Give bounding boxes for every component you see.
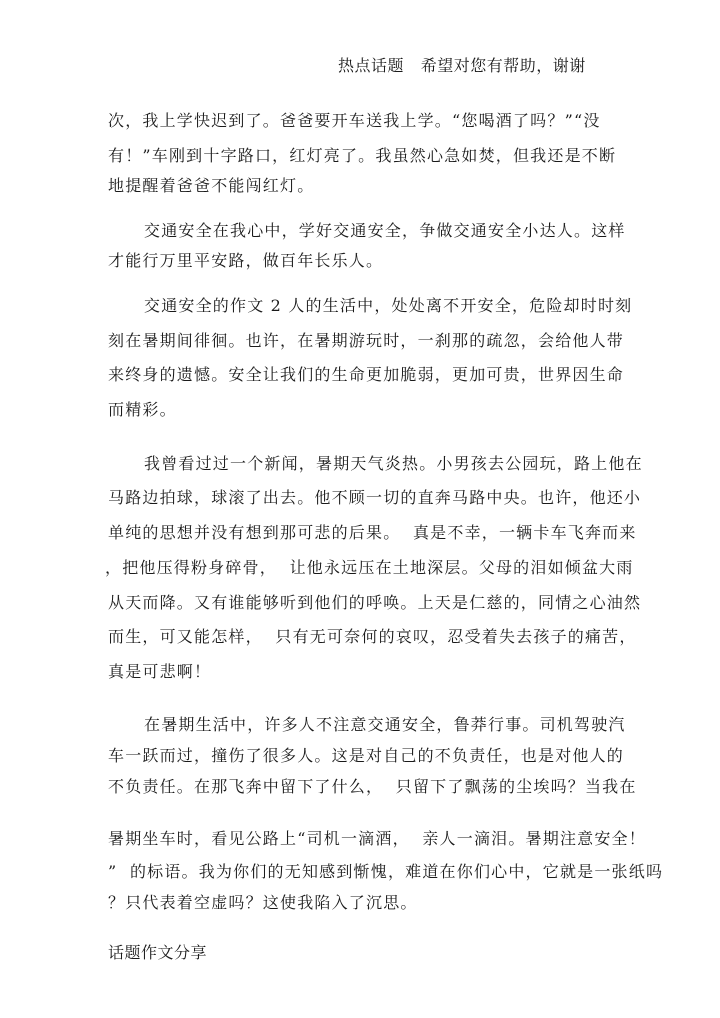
- text-line: ，把他压得粉身碎骨， 让他永远压在土地深层。父母的泪如倾盆大雨: [105, 558, 634, 577]
- text-line: 才能行万里平安路，做百年长乐人。: [108, 251, 384, 270]
- text-line: 而精彩。: [108, 400, 177, 419]
- text-line: 而生，可又能怎样， 只有无可奈何的哀叹，忍受着失去孩子的痛苦，: [108, 627, 637, 646]
- header-title: 热点话题: [338, 56, 405, 75]
- text-line: 刻在暑期间徘徊。也许，在暑期游玩时，一刹那的疏忽，会给他人带: [108, 331, 625, 350]
- header-subtitle: 希望对您有帮助，谢谢: [420, 56, 586, 75]
- text-line: 车一跃而过，撞伤了很多人。这是对自己的不负责任，也是对他人的: [108, 746, 625, 765]
- text-line: 马路边拍球，球滚了出去。他不顾一切的直奔马路中央。也许，他还小: [108, 488, 642, 507]
- text-line: 真是可悲啊！: [108, 662, 212, 681]
- text-line: 来终身的遗憾。安全让我们的生命更加脆弱，更加可贵，世界因生命: [108, 365, 625, 384]
- text-line: 我曾看过过一个新闻，暑期天气炎热。小男孩去公园玩，路上他在: [144, 454, 643, 473]
- text-line: 有！”车刚到十字路口，红灯亮了。我虽然心急如焚，但我还是不断: [108, 146, 617, 165]
- text-line: 暑期坐车时，看见公路上“司机一滴酒， 亲人一滴泪。暑期注意安全！: [108, 829, 646, 848]
- text-line: 交通安全在我心中，学好交通安全，争做交通安全小达人。这样: [144, 221, 626, 240]
- text-line: 次，我上学快迟到了。爸爸要开车送我上学。“您喝酒了吗？”“没: [108, 111, 601, 130]
- text-line: 不负责任。在那飞奔中留下了什么， 只留下了飘荡的尘埃吗？当我在: [108, 777, 637, 796]
- text-line: 单纯的思想并没有想到那可悲的后果。 真是不幸，一辆卡车飞奔而来: [108, 523, 637, 542]
- text-line: ” 的标语。我为你们的无知感到惭愧，难道在你们心中，它就是一张纸吗: [108, 862, 664, 881]
- text-line: 从天而降。又有谁能够听到他们的呼唤。上天是仁慈的，同情之心油然: [108, 593, 642, 612]
- page-footer: 话题作文分享: [108, 943, 208, 962]
- text-line: 地提醒着爸爸不能闯红灯。: [108, 176, 315, 195]
- text-line: 交通安全的作文 2 人的生活中，处处离不开安全，危险却时时刻: [144, 296, 633, 315]
- page-header: [338, 53, 586, 76]
- text-line: 在暑期生活中，许多人不注意交通安全，鲁莽行事。司机驾驶汽: [144, 715, 626, 734]
- text-line: ？只代表着空虚吗？这使我陷入了沉思。: [108, 893, 418, 912]
